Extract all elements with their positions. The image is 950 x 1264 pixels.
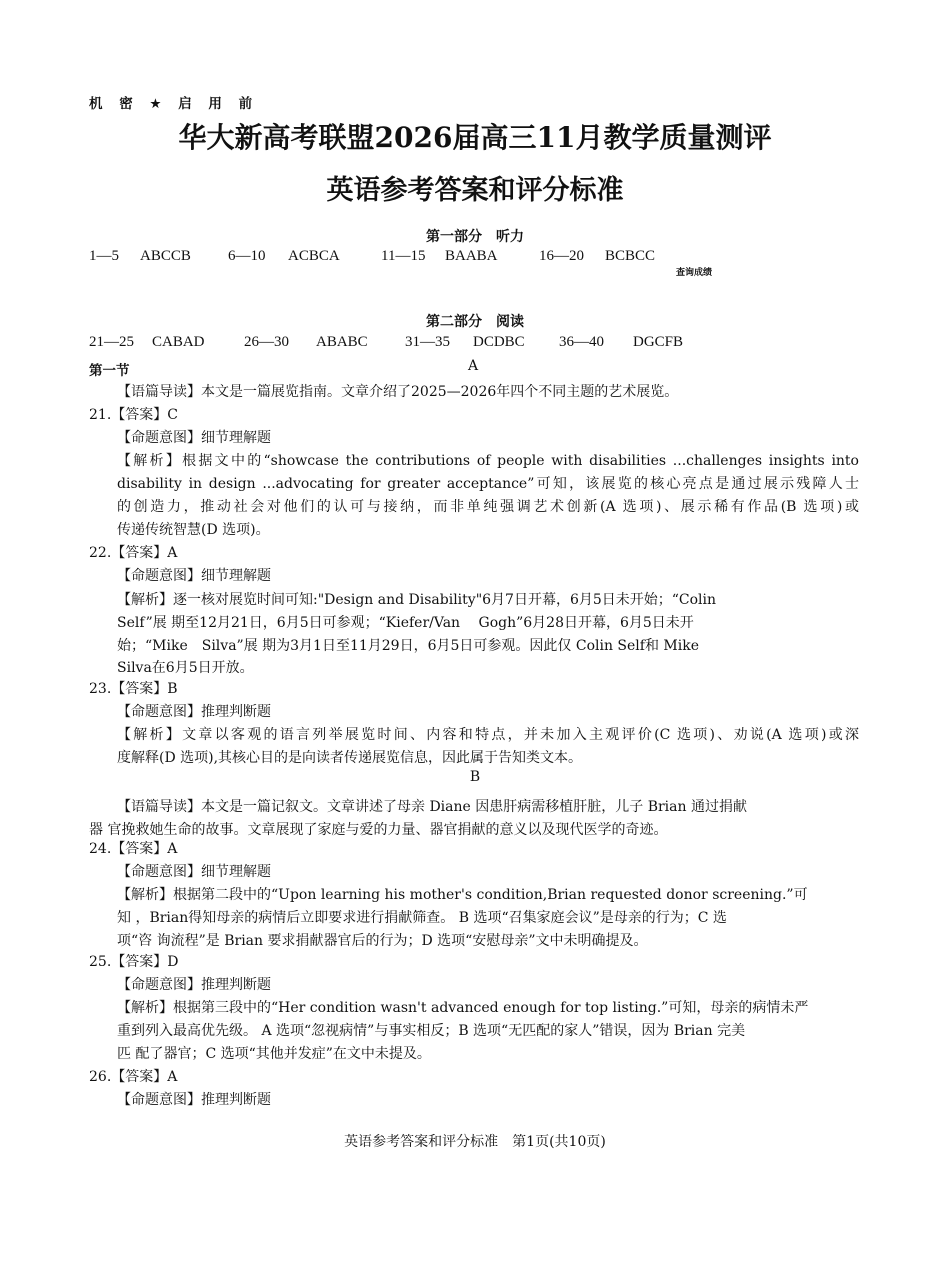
page-title: 华大新高考联盟2026届高三11月教学质量测评: [178, 121, 772, 154]
confidential-mark: 机 密 ★ 启 用 前: [89, 96, 259, 112]
question-answer: 25.【答案】D: [89, 954, 179, 970]
question-intent: 【命题意图】推理判断题: [117, 1092, 271, 1108]
question-answer: 22.【答案】A: [89, 545, 178, 561]
explanation-line: 项“咨 询流程”是 Brian 要求捐献器官后的行为；D 选项“安慰母亲”文中未明确提及。: [117, 933, 648, 949]
answer-range: 11—15: [381, 248, 426, 264]
explanation-line: 的创造力，推动社会对他们的认可与接纳，而非单纯强调艺术创新(A 选项)、展示稀有作品(B 选项)或: [117, 499, 859, 515]
question-answer: 26.【答案】A: [89, 1069, 178, 1085]
explanation-line: 【解析】根据第二段中的“Upon learning his mother's condition,Brian requested donor screening.”可: [117, 887, 808, 903]
explanation-line: 知 ，Brian得知母亲的病情后立即要求进行捐献筛查。 B 选项“召集家庭会议”是母亲的行为；C 选: [117, 910, 727, 926]
answer-key: ACBCA: [288, 248, 340, 264]
answer-range: 36—40: [559, 334, 604, 350]
answer-range: 6—10: [228, 248, 266, 264]
answer-key: ABABC: [316, 334, 368, 350]
question-answer: 24.【答案】A: [89, 841, 178, 857]
question-intent: 【命题意图】细节理解题: [117, 568, 271, 584]
answer-key: BAABA: [445, 248, 498, 264]
explanation-line: 始；“Mike Silva”展 期为3月1日至11月29日，6月5日可参观。因此仅 Colin Self和 Mike: [117, 638, 699, 654]
part2-heading: 第二部分 阅读: [426, 314, 524, 330]
question-answer: 23.【答案】B: [89, 681, 178, 697]
section-label: 第一节: [89, 363, 130, 379]
answer-key: BCBCC: [605, 248, 656, 264]
explanation-line: disability in design ...advocating for greater acceptance”可知，该展览的核心亮点是通过展示残障人士: [117, 476, 859, 492]
passage-label: B: [469, 769, 481, 785]
passage-intro: 【语篇导读】本文是一篇展览指南。文章介绍了2025—2026年四个不同主题的艺术展览。: [117, 384, 679, 400]
explanation-line: 重到列入最高优先级。 A 选项“忽视病情”与事实相反；B 选项“无匹配的家人”错误，因为 Brian 完美: [117, 1023, 746, 1039]
passage-intro: 【语篇导读】本文是一篇记叙文。文章讲述了母亲 Diane 因患肝病需移植肝脏，儿子 Brian 通过捐献: [117, 799, 747, 815]
explanation-line: Self”展 期至12月21日，6月5日可参观；“Kiefer/Van Gogh”6月28日开幕，6月5日未开: [117, 615, 694, 631]
question-intent: 【命题意图】推理判断题: [117, 977, 271, 993]
explanation-line: 传递传统智慧(D 选项)。: [117, 522, 270, 538]
watermark-text: 查询成绩: [676, 268, 713, 278]
answer-range: 1—5: [89, 248, 119, 264]
explanation-line: Silva在6月5日开放。: [117, 660, 254, 676]
answer-key: DGCFB: [633, 334, 684, 350]
explanation-line: 匹 配了器官；C 选项“其他并发症”在文中未提及。: [117, 1046, 431, 1062]
explanation-line: 【解析】文章以客观的语言列举展览时间、内容和特点，并未加入主观评价(C 选项)、劝说(A 选项)或深: [117, 727, 859, 743]
page-subtitle: 英语参考答案和评分标准: [326, 175, 624, 206]
answer-key: DCDBC: [473, 334, 525, 350]
question-intent: 【命题意图】细节理解题: [117, 864, 271, 880]
question-answer: 21.【答案】C: [89, 407, 178, 423]
answer-range: 21—25: [89, 334, 134, 350]
explanation-line: 【解析】根据文中的“showcase the contributions of people with disabilities ...challenges insights into: [117, 453, 859, 469]
answer-key: CABAD: [152, 334, 205, 350]
question-intent: 【命题意图】推理判断题: [117, 704, 271, 720]
part1-heading: 第一部分 听力: [426, 229, 524, 245]
explanation-line: 【解析】根据第三段中的“Her condition wasn't advanced enough for top listing.”可知，母亲的病情未严: [117, 1000, 809, 1016]
explanation-line: 【解析】逐一核对展览时间可知:"Design and Disability"6月7日开幕，6月5日未开始；“Colin: [117, 592, 717, 608]
passage-intro: 器 官挽救她生命的故事。文章展现了家庭与爱的力量、器官捐献的意义以及现代医学的奇迹。: [89, 822, 668, 838]
answer-range: 26—30: [244, 334, 289, 350]
explanation-line: 度解释(D 选项),其核心目的是向读者传递展览信息，因此属于告知类文本。: [117, 750, 583, 766]
passage-label: A: [468, 358, 479, 374]
answer-key: ABCCB: [140, 248, 191, 264]
answer-range: 16—20: [539, 248, 584, 264]
question-intent: 【命题意图】细节理解题: [117, 430, 271, 446]
page-footer: 英语参考答案和评分标准 第1页(共10页): [344, 1134, 606, 1150]
answer-range: 31—35: [405, 334, 450, 350]
